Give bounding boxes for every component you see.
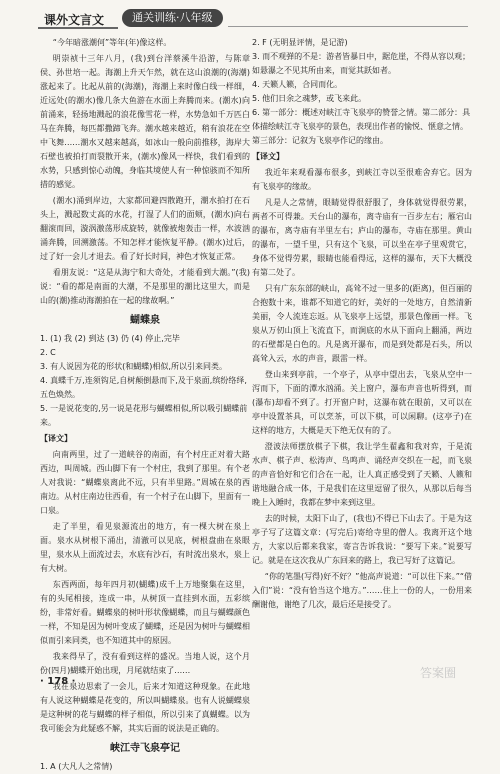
right-column [252, 36, 472, 614]
translation-right-6: 去的时候，太阳下山了，(我也)不得已下山去了。于是为这亭子写了这篇文章：(写完后)寄给寺里的僧人。我离开这个地方，大家以后都来我家，寄言告诉我说：“要写下来。”说要写记。就是在这次我从广东回来的路上，我已写好了这篇记。 [252, 514, 472, 565]
header-pill: 通关训练·八年级 [122, 9, 223, 27]
answer-4: 4. 真蝶千万,连须钩足,自树颠倒悬而下,及于泉面,缤纷络绎,五色焕然。 [40, 376, 247, 399]
answer-r1: 2. F (无明显评情，是记游) [252, 38, 348, 47]
section-title-xiajiangsi: 峡江寺飞泉亭记 [110, 743, 180, 754]
translation-left-2: 走了半里，看见泉源流出的地方，有一棵大树在泉上面。泉水从树根下涌出，清澈可以见底，树根盘曲在泉眼里，泉水从上面流过去，水底有沙石，有时流出泉水，泉上有大树。 [40, 522, 250, 573]
left-intro: “今年暗涨潮何”等年(年)像这样。 [52, 38, 172, 47]
left-column [40, 36, 250, 774]
answer-3: 3. 有人说因为花的形状(和蝴蝶)相似,所以引来同类。 [40, 362, 227, 371]
page-number: · 178 · [40, 676, 76, 687]
translation-right-1: 我近年来观看瀑布很多，到峡江寺以至很难舍弃它。因为有飞泉亭的缘故。 [252, 168, 472, 191]
answer-r4: 5. 他们日余之魂梦，或飞来此。 [252, 94, 367, 103]
header-brand: 课外文言文 [44, 13, 105, 27]
translation-right-2: 凡是人之常情，眼睛觉得很舒服了，身体就觉得很劳累，两者不可得兼。天台山的瀑布，离寺庙有一百步左右；雁宕山的瀑布，离寺庙有半里左右；庐山的瀑布，寺庙在那里。黄山的瀑布，一望千里，只有这个飞泉，可以坐在亭子里观赏它，身体不觉得劳累，眼睛也能看得远，这样的瀑布，天下大概没有第二处了。 [252, 198, 472, 277]
left-para-1: 明崇祯十三年八月，(我)到台洋蔡溪牛沿游，与陈章侯、孙世培一起。海潮上升天乍然，就在这山浪潮的(海潮)涨起来了。比起从前的(海潮)，海潮上来时像白线一样细，近远处(的潮水)像几条大鱼游在水面上奔腾而来。(潮水)向前涌来，轻扬地溅起的浪花像雪花一样，水势急如千万匹白马在奔腾，每匹都撒蹄飞奔。潮水越来越近，稍有浪花在空中飞舞……潮水又越来越高，如冰山一般向前推移，海岸大石壁也被拍打而裂散开来，(潮水)像风一样快，我们看到的水势，只感到惊心动魄，身临其境使人有一种惊骇而不知所措的感觉。 [40, 54, 250, 189]
translation-right-7: “你的笔墨(写得)好不好？”他高声说道：“可以住下来。”“借入们”说：“没有恰当这个地方。”……住上一份的人，一份用来酬谢他，谢绝了几次，最后还是接受了。 [252, 572, 472, 609]
translation-left-4: 我来得早了，没有看到这样的盛况。当地人说，这个月份(四月)蝴蝶开始出现，月尾就结束了…… [40, 652, 250, 675]
translation-right-4: 登山来到亭前，一个亭子，从亭中望出去，飞泉从空中一泻而下，下面的潭水汹涌。关上窗户，瀑布声音也听得到，而(瀑布)却看不到了。打开窗户时，这瀑布就在眼前，又可以在亭中设置茶具，可以烹茶，可以下棋，可以闲聊。(这亭子)在这样的地方，大概是天下绝无仅有的了。 [252, 370, 472, 435]
translation-left-3: 东西两面，每年四月初(蝴蝶)成千上万地聚集在这里，有的头尾相接，连成一串，从树顶一直挂到水面，五彩缤纷，非常好看。蝴蝶泉的树叶形状像蝴蝶，而且与蝴蝶颜色一样，不知是因为树叶变成了蝴蝶，还是因为树叶与蝴蝶相似而引来同类，也不知道其中的原因。 [40, 580, 250, 645]
answer-5: 5. 一是说花变的,另一说是花形与蝴蝶相似,所以吸引蝴蝶前来。 [40, 404, 248, 427]
answer-r3: 4. 天籁人籁，合同而化。 [252, 80, 343, 89]
answer-r5: 6. 第一部分：概述对峡江寺飞泉亭的赞誉之情。第二部分：具体描绘峡江寺飞泉亭的景色，表现出作者的愉悦、惬意之情。第三部分：记叙为飞泉亭作记的缘由。 [252, 108, 471, 145]
left-para-2: (潮水)涌到岸边，大家都回避四散跑开，潮水拍打在石头上，溅起数丈高的水花，打湿了人们的面颊，(潮水)向右翻滚而回，漩涡激荡形成旋转，就像被炮轰击一样，水波汹涌奔腾，回溯激荡。不知怎样才能恢复平静。(潮水)过后，过了好一会儿才退去。看了好长时间，神色才恢复正常。 [40, 196, 250, 261]
header-rule [228, 26, 468, 27]
watermark-logo: 答案圈 [420, 666, 457, 680]
translation-tag-right: 【译文】 [252, 152, 284, 161]
section-title-hudiequan: 蝴蝶泉 [130, 315, 160, 326]
answer-1: 1. (1) 我 (2) 到达 (3) 仍 (4) 停止,完毕 [40, 334, 180, 343]
translation-left-1: 向南两里，过了一道峡谷的南面，有个村庄正对着大路西边，叫周城。西山脚下有一个村庄，我到了那里。有个老人对我说：“蝴蝶泉离此不远，只有半里路。”周城在泉的西南边。从村庄南边往西看，有一个村子在山脚下，里面有一口泉。 [40, 450, 250, 515]
translation-left-5: 我在泉边思索了一会儿，后来才知道这种现象。在此地有人说这种蝴蝶是花变的，所以叫蝴蝶泉。也有人说蝴蝶泉是这种树的花与蝴蝶的样子相似，所以引来了真蝴蝶。以为我可能会为此疑惑不解，其实后面的说法是正确的。 [40, 682, 250, 733]
answer-6: 1. A (大凡人之常情) [40, 762, 113, 771]
translation-right-5: 澄波法师摆放棋子下棋，我让学生翟鑫和我对弈，于是流水声、棋子声、松涛声、鸟鸣声、诵经声交织在一起，而飞泉的声音恰好和它们合在一起，让人真正感受到了天籁、人籁和谐地融合成一体，于是我们在这里逗留了很久，从那以后每当晚上入睡时，我都在梦中来到这里。 [252, 442, 472, 507]
answer-r2: 3. 而不观弹的不是：游者皆暴日中，踞危崖，不得从容以观；如悬瀑之不见其所由来，而觉其跃如者。 [252, 52, 471, 75]
translation-tag-left: 【译文】 [40, 434, 72, 443]
left-para-3: 看朋友说：“这是从海宁和大奇处，才能看到大潮。”(我)说：“看的都是南面的大潮，不是那里的潮比这里大，而是山的(潮)推动海潮拍在一起的缘故啊。” [40, 268, 250, 305]
answer-2: 2. C [40, 348, 56, 357]
page-header [0, 0, 500, 34]
translation-right-3: 只有广东东部的峡山，高耸不过一里多的(距离)，但百丽的合抱数十来，谁都不知道它的好，美好的一处地方，自然清新美丽，令人流连忘返。从飞泉亭上远望，那景色像画一样。飞泉从万仞山顶上飞流直下，而涧底的水从下面向上翻涌，两边的石壁都是白色的。凡是离开瀑布，而是到处都是石头，所以高耸入云，水的声音，跟雷一样。 [252, 284, 472, 363]
